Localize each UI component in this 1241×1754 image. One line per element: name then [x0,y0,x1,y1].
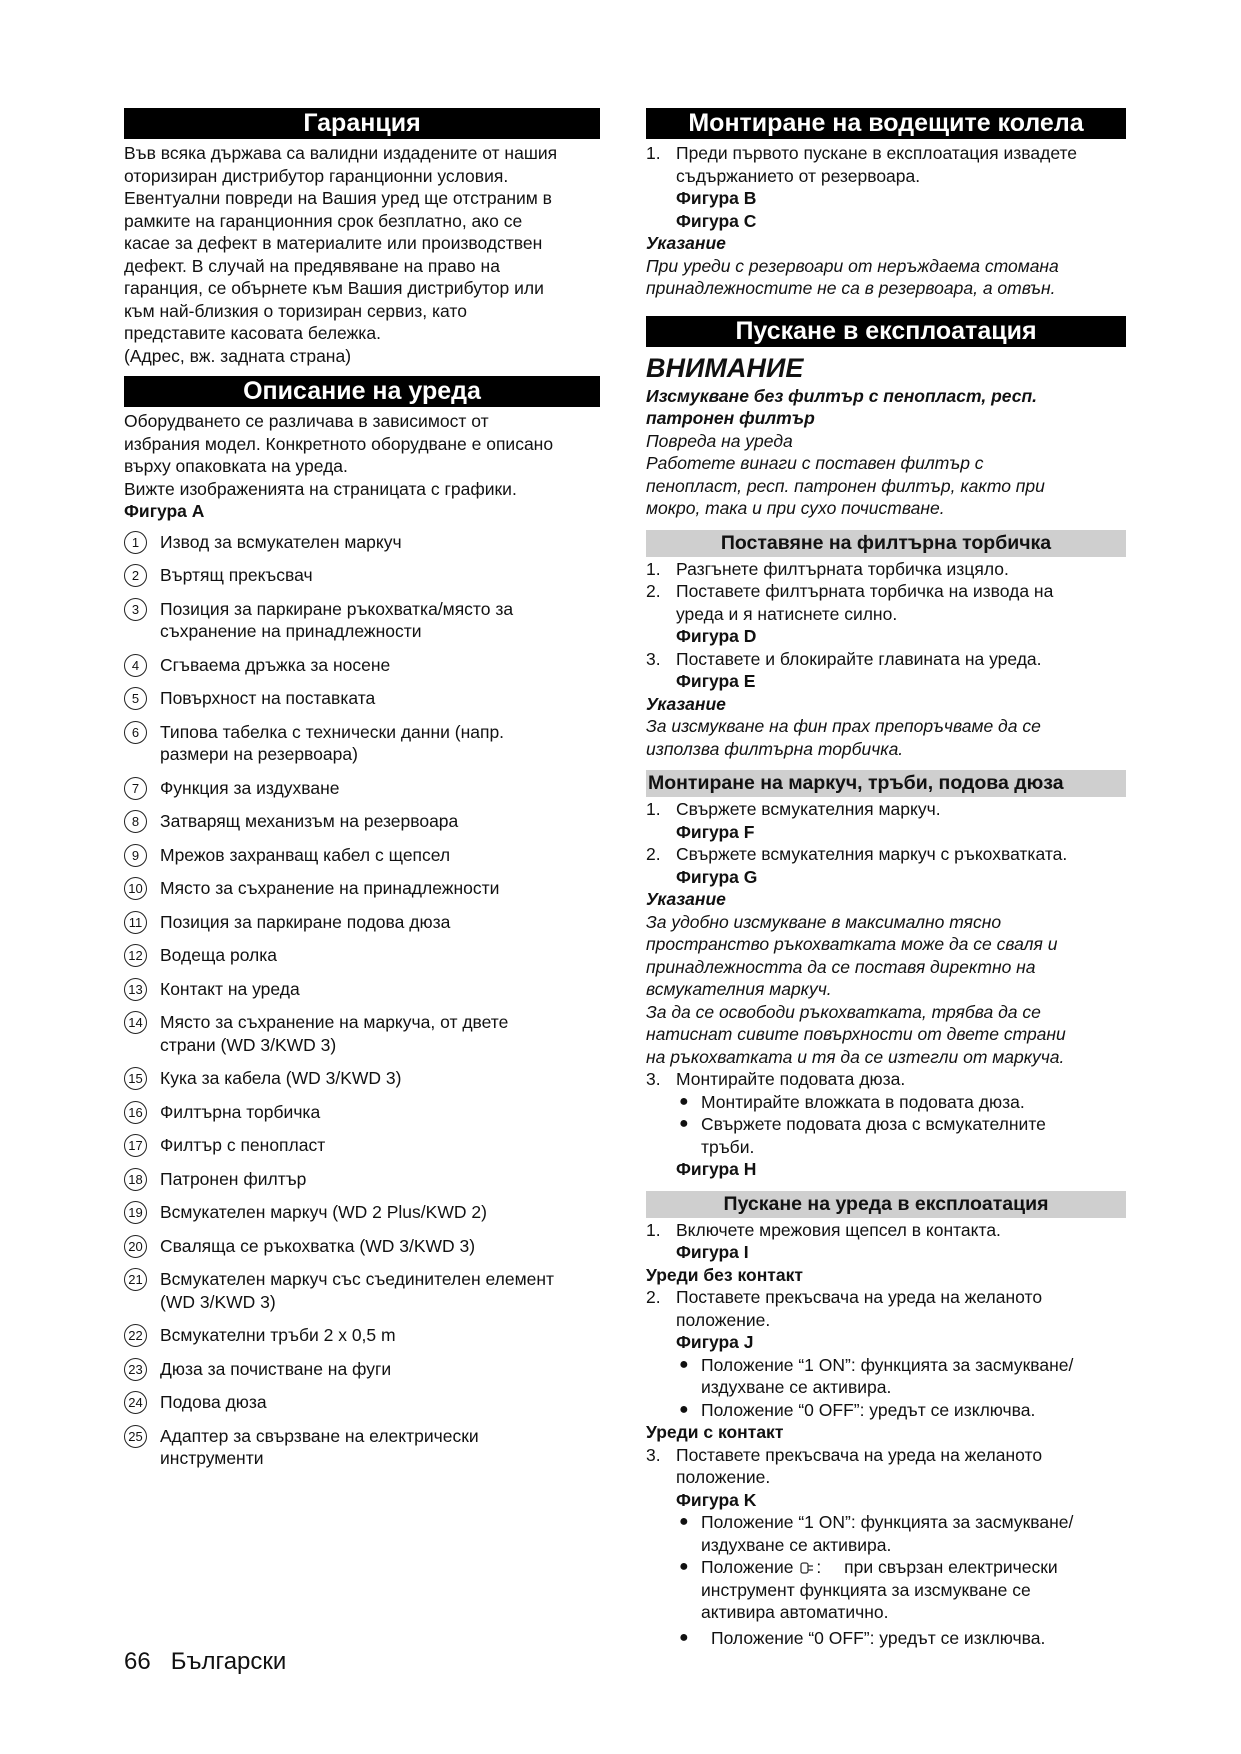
item-text: Патронен филтър [160,1168,307,1189]
bullet-item [646,1354,1126,1399]
item-text: инструменти [160,1448,264,1468]
text-line: Оборудването се различава в зависимост от [124,411,489,431]
figure-label: Фигура D [676,626,757,646]
item-text: Филтърна торбичка [160,1101,321,1122]
page-footer [124,1648,286,1676]
note-text: на ръкохватката и тя да се изтегли от маркуча. [646,1046,1065,1067]
item-number-badge: 12 [124,944,147,967]
parts-list-item [124,810,600,833]
parts-list-item [124,1358,600,1381]
parts-list [124,531,600,1470]
bullet-item [646,1113,1126,1158]
parts-list-item [124,777,600,800]
bullet-icon: ● [679,1092,689,1110]
parts-list-item [124,1134,600,1157]
item-text: Подова дюза [160,1392,267,1412]
item-text: Функция за издухване [160,777,340,798]
text-line: върху опаковката на уреда. [124,456,348,476]
item-number-badge: 7 [124,777,147,800]
item-number-badge: 25 [124,1425,147,1448]
item-number-badge: 16 [124,1101,147,1124]
warning-text: пенопласт, респ. патронен филтър, както при [646,475,1045,496]
step-text: положение. [676,1467,771,1487]
step-1: 1. Преди първото пускане в експлоатация извадете съдържанието от резервоара. [646,142,1126,187]
step-1: 1. Включете мрежовия щепсел в контакта. [646,1219,1126,1242]
item-text: Водеща ролка [160,945,278,965]
bullet-icon: ● [679,1513,689,1530]
bullet-icon: ● [679,1400,689,1418]
item-text: Извод за всмукателен маркуч [160,531,402,552]
item-text: Кука за кабела (WD 3/KWD 3) [160,1068,402,1088]
text-line: рамките на гаранционния срок безплатно, ако се [124,210,523,231]
bullet-text: инструмент функцията за изсмукване се [701,1579,1031,1600]
parts-list-item [124,1168,600,1191]
bullet-item [646,1091,1126,1114]
item-text: Затварящ механизъм на резервоара [160,811,459,831]
parts-list-item [124,1011,600,1056]
item-text: страни (WD 3/KWD 3) [160,1034,337,1055]
step-text: Поставете прекъсвача на уреда на желаното [676,1444,1043,1465]
item-number-badge: 6 [124,721,147,744]
parts-list-item [124,721,600,766]
warranty-text [124,142,600,367]
figure-label: Фигура F [676,821,755,842]
item-number-badge: 17 [124,1134,147,1157]
figure-label: Фигура G [676,866,758,887]
hose-heading: Монтиране на маркуч, тръби, подова дюза [646,770,1126,797]
item-number-badge: 5 [124,687,147,710]
item-text: Въртящ прекъсвач [160,565,313,585]
note-text: За изсмукване на фин прах препоръчваме да се [646,716,1041,736]
figure-label: Фигура A [124,501,205,521]
text-line: гаранция, се обърнете към Вашия дистрибутор или [124,278,544,298]
warning-text: Работете винаги с поставен филтър с [646,453,984,473]
parts-list-item [124,1425,600,1470]
warning-text: Повреда на уреда [646,430,793,451]
text-line: Вижте изображенията на страницата с графики. [124,478,517,499]
step-3: 3. Монтирайте подовата дюза. [646,1068,1126,1091]
bullet-icon: ● [679,1355,689,1373]
note-text: При уреди с резервоари от неръждаема стомана [646,255,1059,276]
step-1: 1. Свържете всмукателния маркуч. [646,798,1126,821]
bullet-text: Положение “0 OFF”: уредът се изключва. [701,1399,1036,1420]
bullet-text: Монтирайте вложката в подовата дюза. [701,1091,1025,1112]
warning-text: мокро, така и при сухо почистване. [646,498,945,518]
step-3: 3. Поставете прекъсвача на уреда на желаното положение. [646,1444,1126,1489]
filterbag-heading: Поставяне на филтърна торбичка [646,530,1126,557]
figure-label: Фигура K [676,1489,757,1510]
item-number-badge: 22 [124,1324,147,1347]
parts-list-item [124,911,600,934]
item-text: Всмукателен маркуч със съединителен елемент [160,1269,555,1289]
item-number-badge: 10 [124,877,147,900]
item-text: Контакт на уреда [160,978,300,999]
parts-list-item [124,944,600,967]
figure-label: Фигура I [676,1242,749,1262]
item-text: Дюза за почистване на фуги [160,1358,392,1379]
note-text: използва филтърна торбичка. [646,738,904,759]
figure-label: Фигура H [676,1159,757,1179]
item-text: Позиция за паркиране подова дюза [160,911,451,932]
bullet-item [646,1556,1126,1624]
item-text: Сваляща се ръкохватка (WD 3/KWD 3) [160,1235,476,1256]
step-text: Монтирайте подовата дюза. [676,1069,906,1089]
bullet-text: издухване се активира. [701,1377,892,1397]
step-2: 2. Поставете филтърната торбичка на извода на уреда и я натиснете силно. [646,580,1126,625]
right-column [646,108,1126,1649]
note-text: принадлежностите не са в резервоара, а отвън. [646,278,1056,298]
item-number-badge: 15 [124,1067,147,1090]
item-number-badge: 21 [124,1268,147,1291]
text-line: (Адрес, вж. задната страна) [124,345,352,366]
step-3: 3. Поставете и блокирайте главината на уреда. [646,648,1126,671]
item-number-badge: 13 [124,978,147,1001]
text-line: Евентуални повреди на Вашия уред ще отстраним в [124,188,552,208]
item-number-badge: 8 [124,810,147,833]
parts-list-item [124,978,600,1001]
item-text: Място за съхранение на принадлежности [160,878,500,898]
text-line: дефект. В случай на предявяване на право на [124,255,500,276]
operate-heading: Пускане на уреда в експлоатация [646,1191,1126,1218]
bullet-text: тръби. [701,1136,755,1157]
figure-label: Фигура E [676,671,756,691]
step-text: положение. [676,1309,771,1330]
bullet-text: Положение “1 ON”: функцията за засмукване/ [701,1354,1074,1375]
bullet-text: Положение “0 OFF”: уредът се изключва. [711,1627,1046,1648]
item-number-badge: 3 [124,598,147,621]
item-number-badge: 11 [124,911,147,934]
step-text: Свържете всмукателния маркуч с ръкохватката. [676,844,1068,864]
parts-list-item [124,687,600,710]
step-text: съдържанието от резервоара. [676,165,921,186]
item-text: Сгъваема дръжка за носене [160,654,391,675]
subheading: Уреди с контакт [646,1422,784,1442]
step-text: Поставете филтърната торбичка на извода на [676,581,1054,601]
startup-heading: Пускане в експлоатация [646,316,1126,347]
parts-list-item [124,531,600,554]
step-text: Разгънете филтърната торбичка изцяло. [676,558,1009,579]
bullet-text: издухване се активира. [701,1534,892,1555]
item-text: (WD 3/KWD 3) [160,1291,276,1312]
footer-language: Български [170,1648,287,1675]
figure-label: Фигура J [676,1332,754,1352]
item-number-badge: 18 [124,1168,147,1191]
item-text: Позиция за паркиране ръкохватка/място за [160,598,514,619]
note-text: всмукателния маркуч. [646,979,832,999]
item-text: размери на резервоара) [160,744,358,764]
text-line: представите касовата бележка. [124,323,381,343]
item-text: съхранение на принадлежности [160,621,422,641]
item-number-badge: 2 [124,564,147,587]
bullet-text-part: : [816,1557,822,1577]
bullet-text-part: при свързан електрически [844,1557,1058,1577]
item-text: Мрежов захранващ кабел с щепсел [160,844,451,865]
parts-list-item [124,564,600,587]
note-text: натиснат сивите повърхности от двете страни [646,1024,1066,1044]
item-number-badge: 9 [124,844,147,867]
parts-list-item [124,1101,600,1124]
parts-list-item [124,1201,600,1224]
item-text: Всмукателни тръби 2 x 0,5 m [160,1325,396,1345]
text-line: оторизиран дистрибутор гаранционни условия. [124,165,509,186]
page-number: 66 [124,1648,151,1675]
step-text: уреда и я натиснете силно. [676,603,898,624]
item-number-badge: 14 [124,1011,147,1034]
bullet-text: Положение “1 ON”: функцията за засмукване/ [701,1512,1074,1532]
text-line: избрания модел. Конкретното оборудване е описано [124,433,554,454]
step-text: Поставете прекъсвача на уреда на желаното [676,1287,1043,1307]
note-text: За удобно изсмукване в максимално тясно [646,911,1002,932]
step-text: Преди първото пускане в експлоатация извадете [676,143,1078,163]
step-text: Поставете и блокирайте главината на уреда. [676,648,1042,669]
wheels-heading: Монтиране на водещите колела [646,108,1126,139]
parts-list-item [124,598,600,643]
note-label: Указание [646,233,726,253]
item-number-badge: 4 [124,654,147,677]
bullet-icon: ● [679,1558,689,1575]
bullet-text: Свържете подовата дюза с всмукателните [701,1114,1046,1134]
item-number-badge: 24 [124,1391,147,1414]
subheading: Уреди без контакт [646,1264,803,1285]
left-column [124,108,600,1481]
item-number-badge: 23 [124,1358,147,1381]
bullet-text [701,1556,1126,1579]
bullet-icon: ● [679,1115,689,1132]
warranty-heading: Гаранция [124,108,600,139]
plug-icon [798,1560,816,1576]
step-2: 2. Свържете всмукателния маркуч с ръкохватката. [646,843,1126,866]
bullet-item [646,1399,1126,1422]
note-label: Указание [646,693,726,714]
item-text: Всмукателен маркуч (WD 2 Plus/KWD 2) [160,1202,487,1222]
parts-list-item [124,1324,600,1347]
item-number-badge: 19 [124,1201,147,1224]
item-number-badge: 1 [124,531,147,554]
item-text: Типова табелка с технически данни (напр. [160,721,505,742]
text-line: Във всяка държава са валидни издадените от нашия [124,143,558,163]
item-text: Филтър с пенопласт [160,1135,326,1155]
description-text [124,410,600,523]
figure-label: Фигура C [676,210,757,231]
note-label: Указание [646,889,726,909]
warning-bold: патронен филтър [646,408,815,428]
description-heading: Описание на уреда [124,376,600,407]
bullet-item [646,1511,1126,1556]
item-number-badge: 20 [124,1235,147,1258]
bullet-item [646,1627,1126,1650]
warning-title: ВНИМАНИЕ [646,352,804,383]
note-text: пространство ръкохватката може да се сваля и [646,934,1058,954]
item-text: Място за съхранение на маркуча, от двете [160,1012,509,1032]
parts-list-item [124,877,600,900]
item-text: Повърхност на поставката [160,688,376,708]
note-text: За да се освободи ръкохватката, трябва да се [646,1001,1041,1022]
parts-list-item [124,1391,600,1414]
text-line: към най-близкия о торизиран сервиз, като [124,300,467,321]
parts-list-item [124,1268,600,1313]
note-text: принадлежността да се поставя директно на [646,956,1036,977]
warning-bold: Изсмукване без филтър с пенопласт, респ. [646,385,1037,406]
parts-list-item [124,1067,600,1090]
parts-list-item [124,654,600,677]
figure-label: Фигура B [676,188,757,208]
parts-list-item [124,844,600,867]
bullet-text: активира автоматично. [701,1602,889,1622]
step-2: 2. Поставете прекъсвача на уреда на желаното положение. [646,1286,1126,1331]
bullet-icon: ● [679,1628,689,1646]
parts-list-item [124,1235,600,1258]
item-text: Адаптер за свързване на електрически [160,1425,479,1446]
step-text: Свържете всмукателния маркуч. [676,799,941,819]
bullet-text-part: Положение [701,1557,794,1577]
step-text: Включете мрежовия щепсел в контакта. [676,1219,1001,1240]
step-1: 1. Разгънете филтърната торбичка изцяло. [646,558,1126,581]
text-line: касае за дефект в материалите или производствен [124,233,543,253]
